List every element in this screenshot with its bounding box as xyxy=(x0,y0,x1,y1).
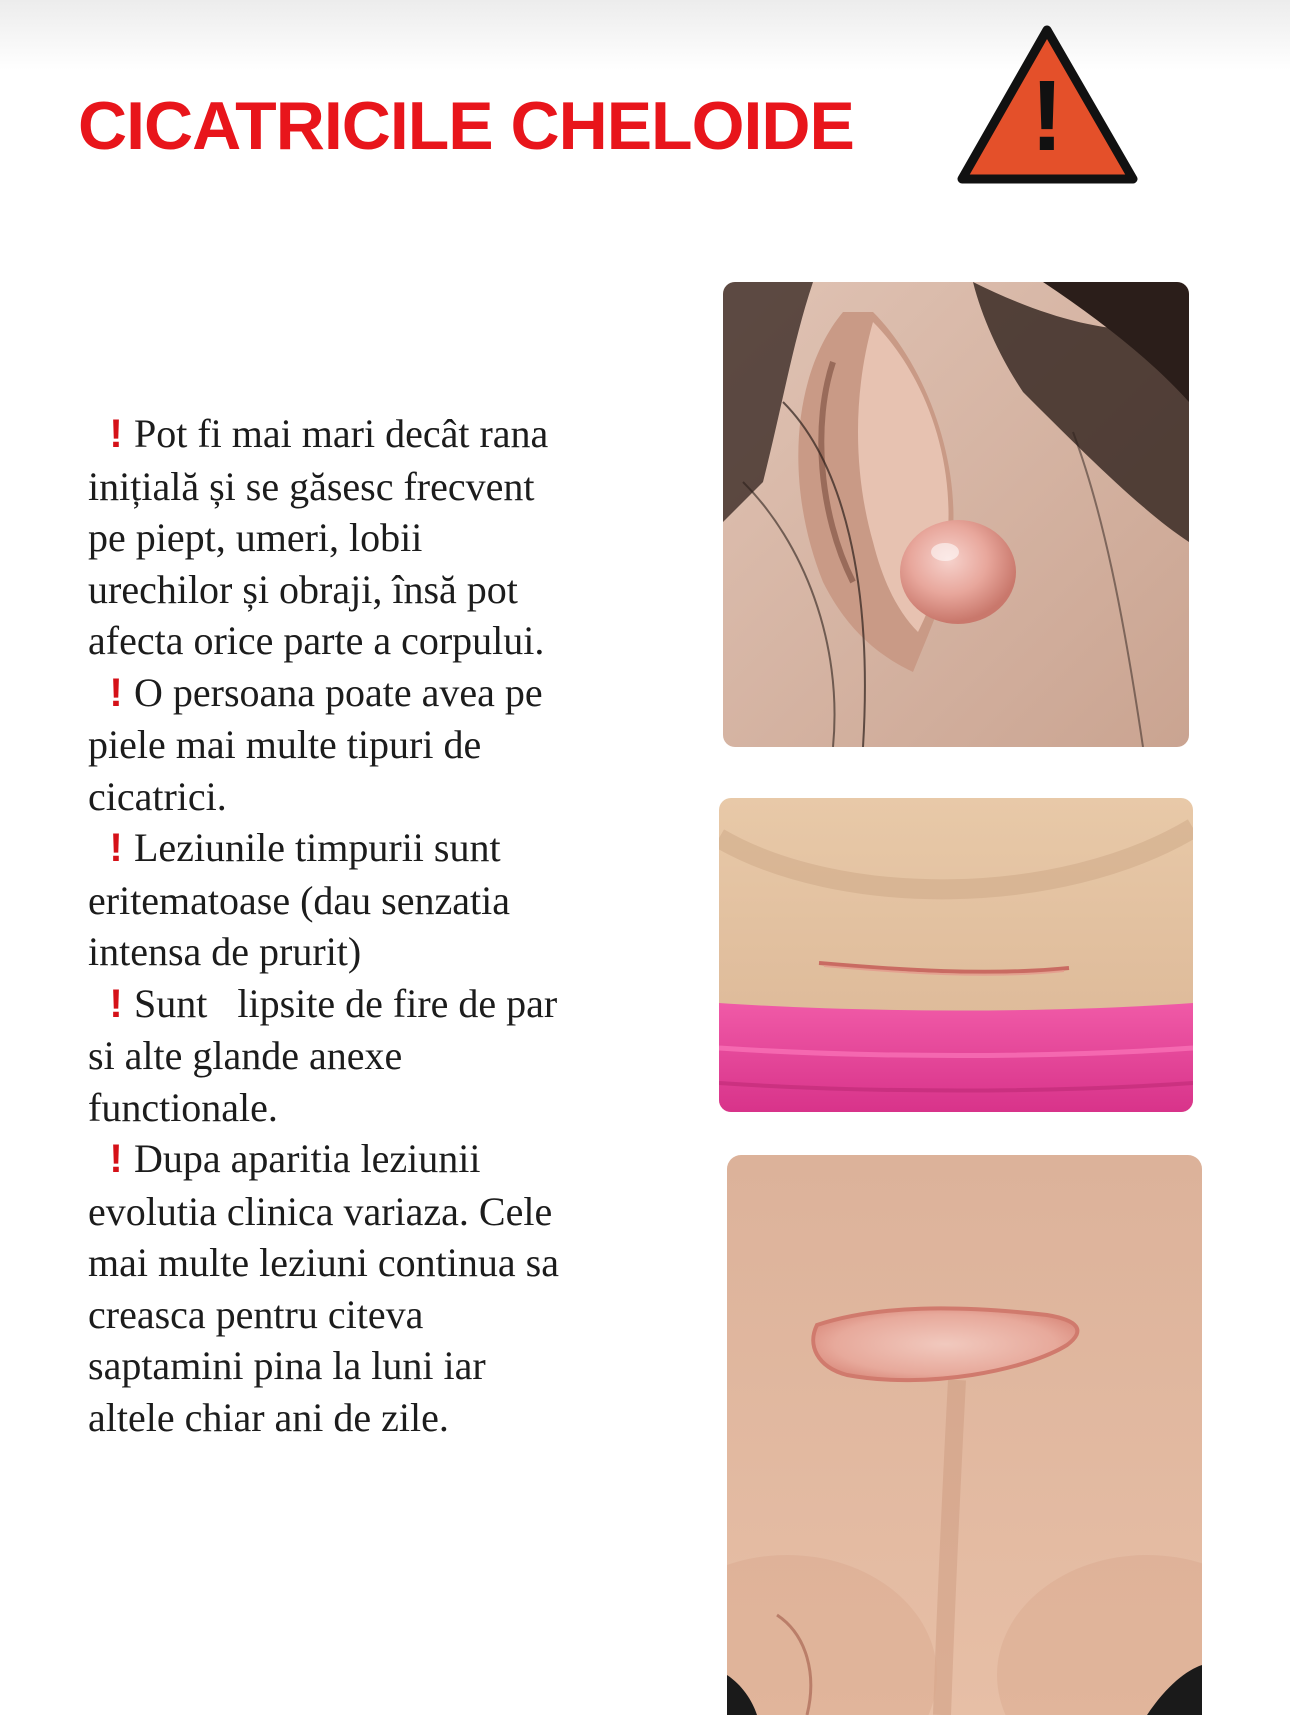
line: Dupa aparitia leziunii xyxy=(134,1136,481,1181)
line: pe piept, umeri, lobii xyxy=(88,515,423,560)
page-title: CICATRICILE CHELOIDE xyxy=(78,88,854,164)
ear-keloid-photo xyxy=(723,282,1189,747)
exclamation-icon: ! xyxy=(109,826,123,870)
line: intensa de prurit) xyxy=(88,929,362,974)
paragraph-4 xyxy=(88,978,673,1134)
line: altele chiar ani de zile. xyxy=(88,1394,449,1440)
exclamation-icon: ! xyxy=(109,412,123,456)
exclamation-icon: ! xyxy=(109,1137,123,1181)
warning-triangle-icon xyxy=(955,22,1140,187)
exclamation-icon: ! xyxy=(109,670,123,715)
paragraph-1 xyxy=(88,408,673,667)
line: creasca pentru citeva xyxy=(88,1291,424,1337)
line: functionale. xyxy=(88,1084,278,1130)
chest-keloid-photo xyxy=(727,1155,1202,1715)
line: inițială și se găsesc frecvent xyxy=(88,463,535,509)
line: saptamini pina la luni iar xyxy=(88,1343,486,1388)
line: cicatrici. xyxy=(88,773,227,819)
warning-glyph: ! xyxy=(1030,60,1064,172)
line: mai multe leziuni continua sa xyxy=(88,1240,559,1285)
line: evolutia clinica variaza. Cele xyxy=(88,1188,553,1234)
line: Sunt lipsite de fire de par xyxy=(134,980,558,1026)
paragraph-5 xyxy=(88,1133,673,1443)
abdominal-keloid-photo xyxy=(719,798,1193,1112)
line: Pot fi mai mari decât rana xyxy=(134,411,549,456)
line: eritematoase (dau senzatia xyxy=(88,877,510,923)
line: afecta orice parte a corpului. xyxy=(88,618,545,663)
exclamation-icon: ! xyxy=(109,981,123,1026)
line: si alte glande anexe xyxy=(88,1033,403,1078)
line: urechilor și obraji, însă pot xyxy=(88,566,518,612)
paragraph-3 xyxy=(88,822,673,978)
body-text xyxy=(88,408,673,1443)
line: O persoana poate avea pe xyxy=(134,669,543,715)
line: Leziunile timpurii sunt xyxy=(134,825,501,870)
paragraph-2 xyxy=(88,667,673,823)
line: piele mai multe tipuri de xyxy=(88,722,482,767)
